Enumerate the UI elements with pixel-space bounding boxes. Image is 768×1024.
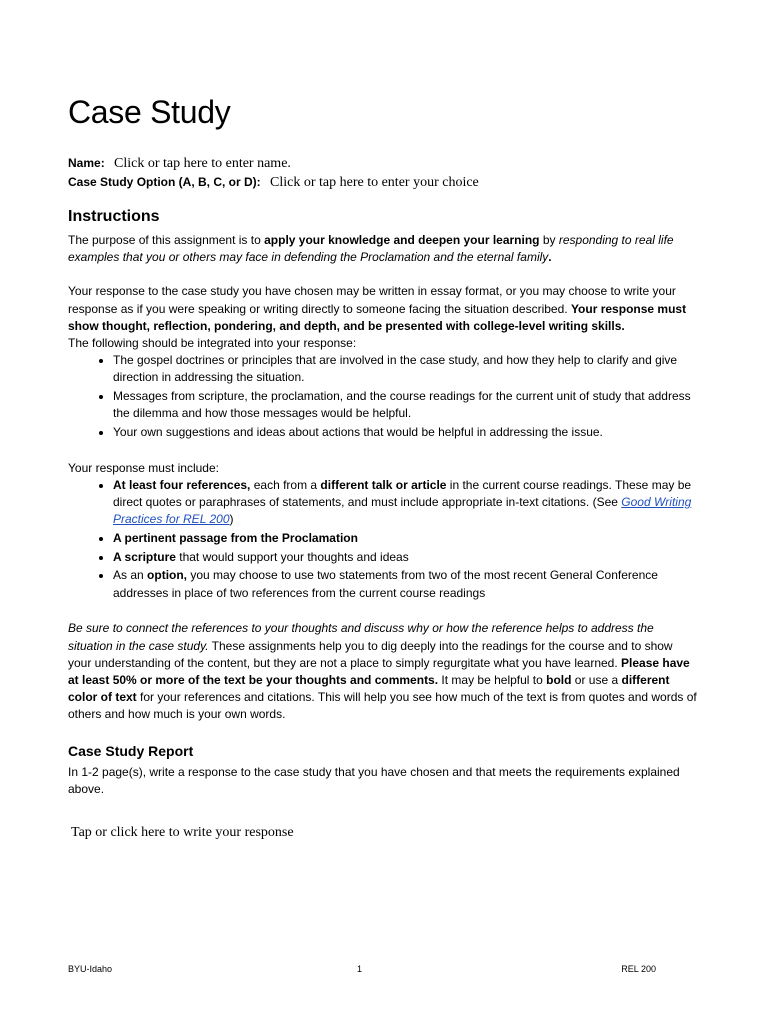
good-writing-link[interactable]: Good Writing Practices for REL 200 [113, 495, 692, 527]
option-field[interactable]: Click or tap here to enter your choice [270, 175, 479, 190]
option-row: Case Study Option (A, B, C, or D): Click or tap here to enter your choice [68, 175, 479, 190]
option-label: Case Study Option (A, B, C, or D) [68, 175, 257, 189]
instructions-heading: Instructions [68, 208, 160, 225]
purpose-paragraph: The purpose of this assignment is to apply your knowledge and deepen your learning by responding to real life examples that you or others may face in defending the Proclamation and the eternal family. [68, 233, 674, 265]
list-item: • At least four references, each from a different talk or article in the current course readings. These may be direct quotes or paraphrases of statements, and must include appropriate in-text citations. (See Good Writing Practices for REL 200) [113, 477, 698, 529]
list-item: • Messages from scripture, the proclamation, and the course readings for the current unit of study that address the dilemma and how those messages would be helpful. [113, 388, 698, 422]
list-item: • Your own suggestions and ideas about actions that would be helpful in addressing the issue. [113, 424, 698, 441]
name-row: Name: Click or tap here to enter name. [68, 156, 291, 171]
response-field[interactable]: Tap or click here to write your response [71, 824, 294, 840]
response-format-paragraph: Your response to the case study you have chosen may be written in essay format, or you may choose to write your response as if you were speaking or writing directly to someone facing the situation described. Your response must show thought, reflection, pondering, and depth, and be presented with college-level writing skills. [68, 284, 687, 333]
report-heading: Case Study Report [68, 742, 194, 759]
list-item: • A scripture that would support your thoughts and ideas [113, 549, 698, 566]
include-intro: Your response must include: [68, 460, 219, 475]
page-title: Case Study [68, 94, 231, 130]
footer-left: BYU-Idaho [68, 964, 113, 974]
include-list [68, 477, 698, 602]
list-item: • The gospel doctrines or principles that are involved in the case study, and how they help to clarify and give direction in addressing the situation. [113, 352, 698, 386]
name-field[interactable]: Click or tap here to enter name. [114, 156, 291, 171]
connect-paragraph: Be sure to connect the references to your thoughts and discuss why or how the reference helps to address the situation in the case study. These assignments help you to dig deeply into the readings for the course and to show your understanding of the content, but they are not a place to simply regurgitate what you have learned. Please have at least 50% or more of the text be your thoughts and comments. It may be helpful to bold or use a different color of text for your references and citations. This will help you see how much of the text is from quotes and words of others and how much is your own words. [68, 621, 697, 722]
document-body [68, 92, 698, 841]
integrate-intro: The following should be integrated into your response: [68, 336, 357, 351]
report-paragraph: In 1-2 page(s), write a response to the case study that you have chosen and that meets the requirements explained above. [68, 764, 680, 796]
integrate-list [68, 352, 698, 441]
page-number: 1 [357, 964, 363, 974]
list-item: • As an option, you may choose to use two statements from two of the most recent General Conference addresses in place of two references from the current course readings [113, 567, 698, 601]
footer-right: REL 200 [621, 964, 656, 974]
name-label: Name [68, 156, 101, 170]
list-item: • A pertinent passage from the Proclamation [113, 530, 698, 547]
